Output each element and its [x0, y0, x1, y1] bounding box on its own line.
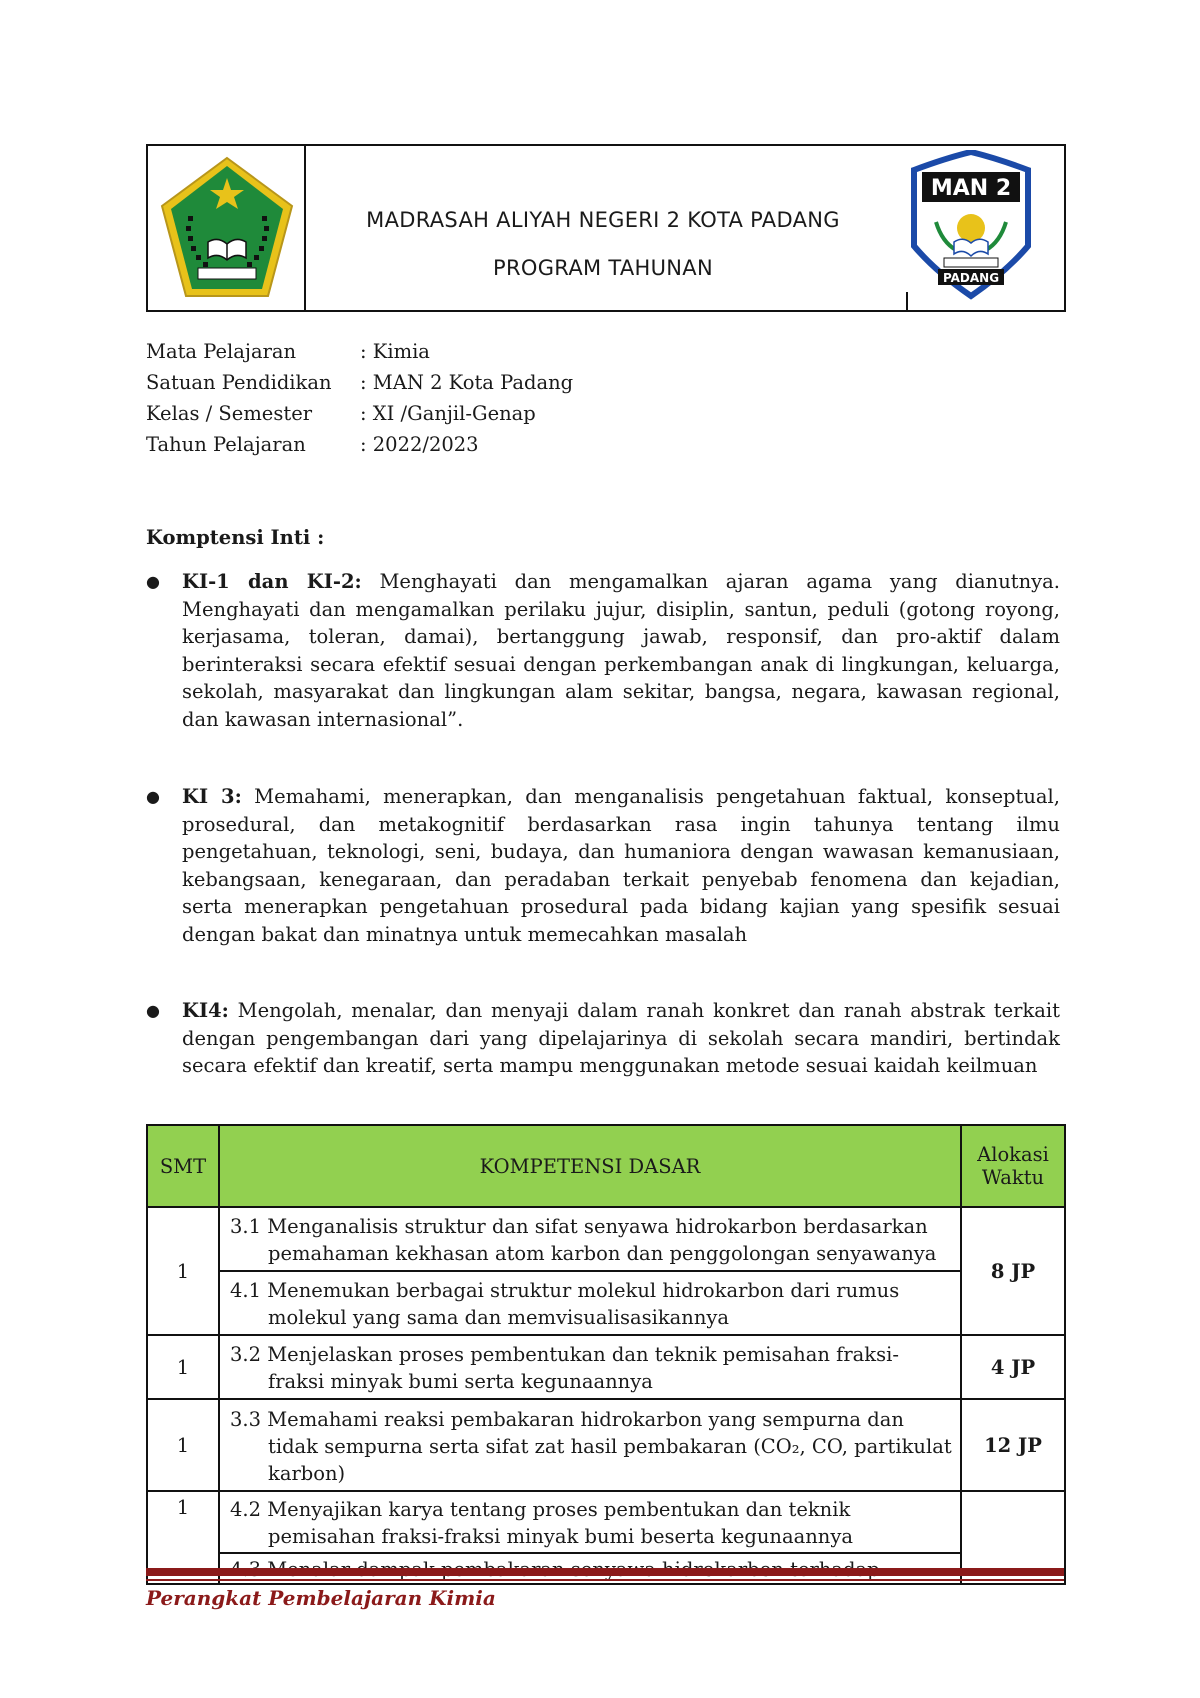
- header-alokasi-line2: Waktu: [981, 1166, 1045, 1189]
- kd-cell: [219, 1335, 961, 1399]
- bullet-icon: ●: [146, 1001, 160, 1020]
- jp-cell: 8 JP: [961, 1207, 1065, 1335]
- jp-cell: 4 JP: [961, 1335, 1065, 1399]
- kd-text: 4.1 Menemukan berbagai struktur molekul hidrokarbon dari rumus molekul yang sama dan memvisualisasikannya: [230, 1279, 900, 1329]
- table-row: [147, 1399, 1065, 1491]
- info-value: : MAN 2 Kota Padang: [360, 371, 574, 394]
- padang-logo-text: PADANG: [942, 271, 1000, 285]
- info-value: : 2022/2023: [360, 433, 479, 456]
- header-kd: KOMPETENSI DASAR: [219, 1125, 961, 1207]
- document-title: PROGRAM TAHUNAN: [493, 256, 713, 280]
- footer-text: Perangkat Pembelajaran Kimia: [146, 1586, 496, 1610]
- ki-item: [146, 568, 1060, 733]
- kd-text: 3.1 Menganalisis struktur dan sifat senyawa hidrokarbon berdasarkan pemahaman kekhasan atom karbon dan penggolongan senyawanya: [230, 1215, 937, 1265]
- info-label: Kelas / Semester: [146, 402, 313, 425]
- ki-item: [146, 783, 1060, 948]
- info-row: [146, 433, 746, 464]
- kompetensi-dasar-table: [146, 1124, 1066, 1585]
- info-label: Satuan Pendidikan: [146, 371, 332, 394]
- header-alokasi: [961, 1125, 1065, 1207]
- kd-text: 3.3 Memahami reaksi pembakaran hidrokarbon yang sempurna dan tidak sempurna serta sifat zat hasil pembakaran (CO₂, CO, partikulat karbon): [230, 1407, 952, 1485]
- man2-shield-icon: [906, 150, 1036, 300]
- ki-text: Mengolah, menalar, dan menyaji dalam ranah konkret dan ranah abstrak terkait dengan pengembangan dari yang dipelajarinya di sekolah secara mandiri, bertindak secara efektif dan kreatif, serta mampu menggunakan metode sesuai kaidah keilmuan: [182, 999, 1060, 1077]
- info-label: Mata Pelajaran: [146, 340, 297, 363]
- institution-name: MADRASAH ALIYAH NEGERI 2 KOTA PADANG: [366, 208, 840, 232]
- kd-text: 3.2 Menjelaskan proses pembentukan dan teknik pemisahan fraksi-fraksi minyak bumi serta kegunaannya: [230, 1343, 899, 1393]
- header-smt: SMT: [147, 1125, 219, 1207]
- bullet-icon: ●: [146, 572, 160, 591]
- header-title-area: [308, 146, 898, 310]
- ki-code: KI 3:: [182, 785, 242, 808]
- header-divider: [906, 292, 908, 310]
- table-header-row: [147, 1125, 1065, 1207]
- info-row: [146, 340, 746, 371]
- kd-cell: [219, 1271, 961, 1335]
- smt-cell: 1: [147, 1335, 219, 1399]
- smt-cell: 1: [147, 1207, 219, 1335]
- footer-divider: [146, 1568, 1064, 1576]
- ki-item: [146, 997, 1060, 1080]
- table-row: [147, 1335, 1065, 1399]
- subject-info: [146, 340, 746, 464]
- ki-code: KI-1 dan KI-2:: [182, 570, 362, 593]
- jp-cell: 12 JP: [961, 1399, 1065, 1491]
- footer-divider-thin: [146, 1579, 1064, 1581]
- ki-text: Menghayati dan mengamalkan ajaran agama yang dianutnya. Menghayati dan mengamalkan perilaku jujur, disiplin, santun, peduli (gotong royong, kerjasama, toleran, damai), bertanggung jawab, responsif, dan pro-aktif dalam berinteraksi secara efektif sesuai dengan perkembangan anak di lingkungan, keluarga, sekolah, masyarakat dan lingkungan alam sekitar, bangsa, negara, kawasan regional, dan kawasan internasional”.: [182, 570, 1060, 731]
- kd-cell: [219, 1399, 961, 1491]
- ki-text: Memahami, menerapkan, dan menganalisis pengetahuan faktual, konseptual, prosedural, dan metakognitif berdasarkan rasa ingin tahunya tentang ilmu pengetahuan, teknologi, seni, budaya, dan humaniora dengan wawasan kemanusiaan, kebangsaan, kenegaraan, dan peradaban terkait penyebab fenomena dan kejadian, serta menerapkan pengetahuan prosedural pada bidang kajian yang spesifik sesuai dengan bakat dan minatnya untuk memecahkan masalah: [182, 785, 1060, 946]
- header-alokasi-line1: Alokasi: [977, 1143, 1049, 1166]
- table-row: [147, 1271, 1065, 1335]
- kd-text: 4.2 Menyajikan karya tentang proses pembentukan dan teknik pemisahan fraksi-fraksi minyak bumi beserta kegunaannya: [230, 1498, 853, 1548]
- info-value: : Kimia: [360, 340, 430, 363]
- info-row: [146, 402, 746, 433]
- bullet-icon: ●: [146, 787, 160, 806]
- table-row: [147, 1491, 1065, 1553]
- info-row: [146, 371, 746, 402]
- kd-cell: [219, 1207, 961, 1271]
- smt-cell: 1: [147, 1399, 219, 1491]
- kemenag-logo: [148, 146, 306, 310]
- man2-logo-text: MAN 2: [930, 176, 1012, 201]
- info-value: : XI /Ganjil-Genap: [360, 402, 536, 425]
- kemenag-emblem-icon: [158, 154, 296, 304]
- kd-cell: [219, 1491, 961, 1553]
- info-label: Tahun Pelajaran: [146, 433, 306, 456]
- table-row: [147, 1207, 1065, 1271]
- man2-logo: [898, 146, 1064, 310]
- smt-cell: 1: [147, 1491, 219, 1584]
- ki-heading: Komptensi Inti :: [146, 526, 325, 549]
- document-header: [146, 144, 1066, 312]
- ki-code: KI4:: [182, 999, 229, 1022]
